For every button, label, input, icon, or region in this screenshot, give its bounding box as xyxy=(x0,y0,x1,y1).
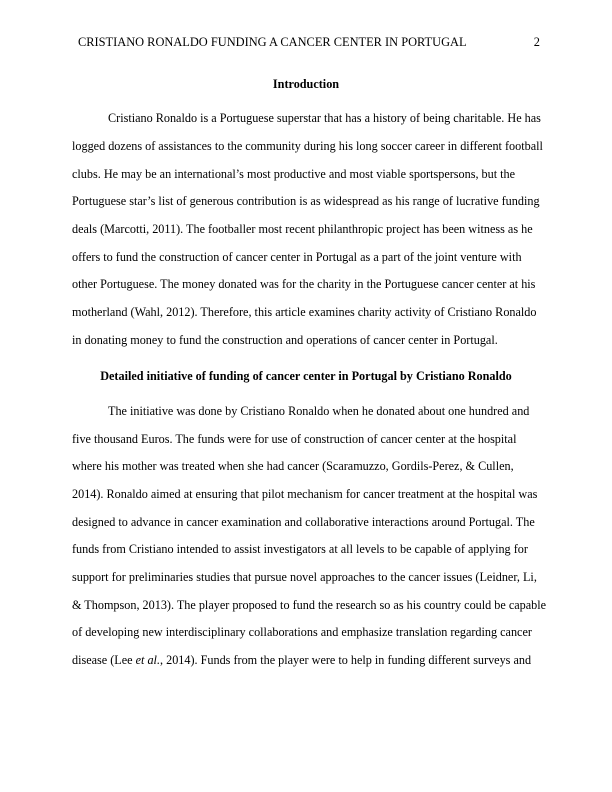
running-head: CRISTIANO RONALDO FUNDING A CANCER CENTER IN PORTUGAL xyxy=(78,35,467,49)
paragraph-line: deals (Marcotti, 2011). The footballer most recent philanthropic project has been witness as he xyxy=(72,222,533,236)
paragraph-line: support for preliminaries studies that pursue novel approaches to the cancer issues (Leidner, Li, xyxy=(72,570,537,584)
paragraph-line: designed to advance in cancer examination and collaborative interactions around Portugal. The xyxy=(72,515,535,529)
paragraph-line: five thousand Euros. The funds were for use of construction of cancer center at the hospital xyxy=(72,432,517,446)
paragraph-line xyxy=(72,653,531,668)
page-number: 2 xyxy=(533,35,540,49)
line-text: disease (Lee xyxy=(72,653,136,667)
section-heading: Detailed initiative of funding of cancer center in Portugal by Cristiano Ronaldo xyxy=(100,369,512,383)
paragraph-line: of developing new interdisciplinary collaborations and emphasize translation regarding cancer xyxy=(72,625,532,639)
paragraph-line: clubs. He may be an international’s most productive and most viable sportspersons, but the xyxy=(72,167,516,181)
paragraph-line: Portuguese star’s list of generous contribution is as widespread as his range of lucrative funding xyxy=(72,194,540,208)
paragraph-line: The initiative was done by Cristiano Ronaldo when he donated about one hundred and xyxy=(108,404,530,418)
paragraph-line: offers to fund the construction of cancer center in Portugal as a part of the joint venture with xyxy=(72,250,522,264)
paragraph-line: Cristiano Ronaldo is a Portuguese superstar that has a history of being charitable. He has xyxy=(108,111,541,125)
paragraph-line: in donating money to fund the construction and operations of cancer center in Portugal. xyxy=(72,333,498,347)
paragraph-line: & Thompson, 2013). The player proposed to fund the research so as his country could be capable xyxy=(72,598,547,612)
paragraph-line: other Portuguese. The money donated was for the charity in the Portuguese cancer center at his xyxy=(72,277,536,291)
paragraph-line: funds from Cristiano intended to assist investigators at all levels to be capable of applying for xyxy=(72,542,528,556)
introduction-heading: Introduction xyxy=(272,77,340,91)
line-text: , 2014). Funds from the player were to help in funding different surveys and xyxy=(160,653,532,667)
paragraph-line: logged dozens of assistances to the community during his long soccer career in different football xyxy=(72,139,543,153)
citation-italic: et al. xyxy=(135,653,160,667)
paragraph-line: where his mother was treated when she had cancer (Scaramuzzo, Gordils-Perez, & Cullen, xyxy=(72,459,514,473)
paragraph-line: 2014). Ronaldo aimed at ensuring that pilot mechanism for cancer treatment at the hospital was xyxy=(72,487,538,501)
paragraph-line: motherland (Wahl, 2012). Therefore, this article examines charity activity of Cristiano Ronaldo xyxy=(72,305,537,319)
